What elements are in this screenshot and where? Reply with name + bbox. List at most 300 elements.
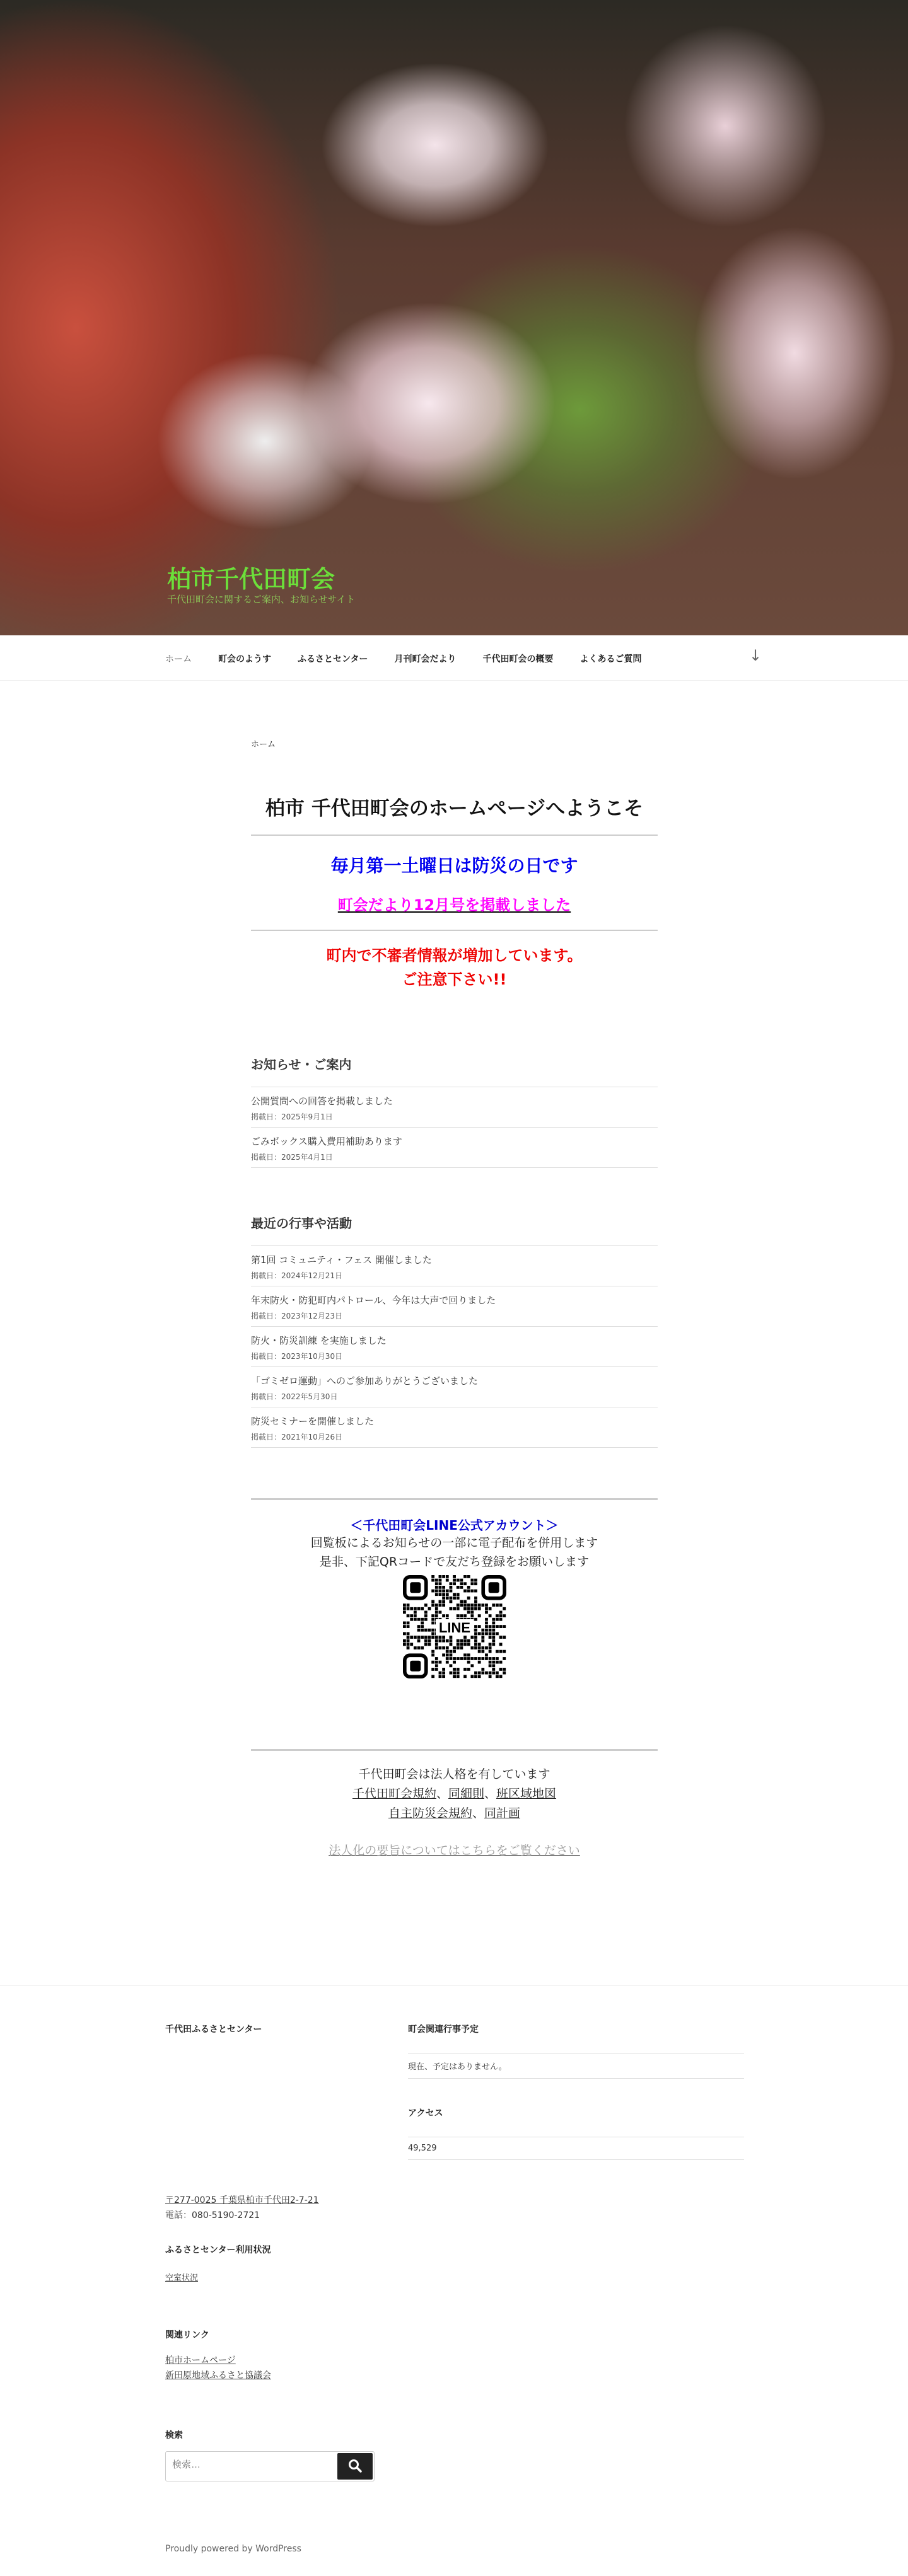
corp-text: 千代田町会は法人格を有しています [358,1767,550,1781]
qr-module [481,1646,484,1649]
list-item[interactable] [251,1246,658,1286]
qr-module [424,1643,427,1646]
qr-module [442,1593,445,1596]
qr-module [434,1603,438,1607]
qr-module [438,1675,441,1678]
qr-module [467,1607,470,1610]
qr-module [453,1593,456,1596]
qr-module [477,1646,480,1649]
item-date: 掲載日：2022年5月30日 [251,1392,338,1401]
qr-module [460,1579,463,1582]
qr-module [406,1643,409,1646]
qr-module [431,1632,434,1635]
qr-module [488,1636,491,1639]
qr-module [449,1600,452,1603]
qr-module [485,1646,488,1649]
qr-module [492,1618,495,1621]
disaster-plan-link[interactable]: 同計画 [484,1806,521,1820]
qr-module [428,1639,431,1643]
qr-module [485,1625,488,1628]
activities-heading: 最近の行事や活動 [251,1216,352,1231]
qr-module [474,1618,477,1621]
activities-list [251,1245,658,1448]
qr-module [477,1661,480,1664]
item-date: 掲載日：2025年4月1日 [251,1153,333,1162]
qr-module [417,1618,420,1621]
item-title[interactable]: ごみボックス購入費用補助あります [251,1136,402,1147]
line-account-section [251,1498,658,1678]
qr-module [403,1622,406,1625]
nav-item-overview[interactable]: 千代田町会の概要 [482,654,554,664]
qr-module [474,1579,477,1582]
qr-module [449,1672,452,1675]
qr-module [438,1593,441,1596]
incorporation-summary-link[interactable]: 法人化の要旨についてはこちらをご覧ください [329,1844,580,1857]
qr-module [474,1603,477,1607]
qr-module [445,1661,448,1664]
qr-module [456,1646,459,1649]
qr-module [474,1582,477,1585]
item-title[interactable]: 防災セミナーを開催しました [251,1416,375,1427]
qr-module [424,1603,427,1607]
qr-module [438,1579,441,1582]
qr-module [503,1672,506,1675]
council-link[interactable]: 新田原地域ふるさと協議会 [165,2371,271,2381]
qr-module [442,1603,445,1607]
qr-module [485,1603,488,1607]
qr-finder-center [410,1582,421,1593]
qr-module [474,1629,477,1632]
qr-module [449,1590,452,1593]
qr-module [499,1636,502,1639]
qr-module [417,1625,420,1628]
qr-module [492,1668,495,1671]
qr-module [442,1590,445,1593]
warning-notice [251,944,658,991]
qr-module [460,1600,463,1603]
qr-module [438,1639,441,1643]
qr-module [417,1636,420,1639]
links-widget-title: 関連リンク [165,2330,209,2340]
item-title[interactable]: 「ゴミゼロ運動」へのご参加ありがとうございました [251,1375,479,1387]
qr-module [460,1657,463,1660]
bylaws-link[interactable]: 千代田町会規約 [352,1787,436,1801]
search-button[interactable] [337,2453,373,2480]
list-item[interactable] [251,1407,658,1448]
qr-module [503,1657,506,1660]
qr-module [431,1579,434,1582]
qr-module [474,1625,477,1628]
qr-module [449,1639,452,1643]
qr-module [428,1636,431,1639]
qr-module [488,1625,491,1628]
qr-module [463,1603,467,1607]
qr-module [417,1646,420,1649]
qr-module [470,1603,474,1607]
qr-module [449,1653,452,1656]
qr-line-label: LINE [438,1620,470,1636]
qr-module [431,1614,434,1617]
qr-module [403,1625,406,1628]
qr-module [445,1593,448,1596]
qr-module [449,1657,452,1660]
qr-module [485,1622,488,1625]
qr-module [460,1643,463,1646]
qr-module [467,1597,470,1600]
qr-module [442,1600,445,1603]
qr-module [499,1618,502,1621]
qr-module [474,1675,477,1678]
qr-module [431,1618,434,1621]
qr-module [434,1593,438,1596]
item-title[interactable]: 公開質問への回答を掲載しました [251,1095,393,1107]
qr-module [445,1639,448,1643]
qr-module [424,1629,427,1632]
qr-module [496,1672,499,1675]
qr-module [496,1625,499,1628]
qr-module [424,1611,427,1614]
list-item[interactable] [251,1327,658,1367]
qr-module [492,1639,495,1643]
qr-module [496,1618,499,1621]
qr-module [488,1632,491,1635]
list-item[interactable] [251,1128,658,1168]
qr-module [445,1590,448,1593]
qr-module [456,1597,459,1600]
qr-module [417,1639,420,1643]
qr-module [477,1603,480,1607]
qr-module [442,1646,445,1649]
qr-module [421,1629,424,1632]
qr-module [460,1586,463,1589]
qr-module [477,1614,480,1617]
qr-module [421,1618,424,1621]
events-text: 現在、予定はありません。 [408,2053,744,2079]
qr-module [485,1607,488,1610]
qr-module [467,1653,470,1656]
qr-module [453,1582,456,1585]
qr-module [456,1643,459,1646]
item-date: 掲載日：2023年10月30日 [251,1352,343,1361]
qr-module [481,1632,484,1635]
site-description: 千代田町会に関するご案内、お知らせサイト [167,594,356,605]
qr-module [453,1675,456,1678]
qr-module [438,1611,441,1614]
separator: 、 [472,1806,484,1820]
qr-module [431,1661,434,1664]
qr-module [481,1650,484,1653]
qr-module [474,1632,477,1635]
search-form [165,2451,375,2481]
warning-line-2: ご注意下さい!! [402,971,507,988]
main-navigation [0,635,908,681]
list-item[interactable] [251,1087,658,1128]
qr-module [442,1653,445,1656]
search-icon [348,2459,362,2473]
qr-module [463,1668,467,1671]
qr-module [474,1607,477,1610]
qr-module [492,1622,495,1625]
qr-module [499,1625,502,1628]
arrow-down-icon[interactable]: ↓ [749,647,762,664]
qr-module [470,1579,474,1582]
qr-module [503,1668,506,1671]
qr-module [456,1675,459,1678]
qr-module [481,1657,484,1660]
qr-module [434,1614,438,1617]
nav-item-newsletter[interactable]: 月刊町会だより [394,654,457,664]
qr-module [492,1664,495,1667]
qr-module [474,1657,477,1660]
qr-module [499,1614,502,1617]
qr-module [477,1607,480,1610]
main-content [251,737,658,1861]
qr-module [449,1650,452,1653]
qr-module [445,1657,448,1660]
qr-module [496,1661,499,1664]
powered-by-link[interactable]: Proudly powered by WordPress [165,2544,301,2554]
qr-module [413,1646,416,1649]
disaster-bylaws-link[interactable]: 自主防災会規約 [388,1806,472,1820]
news-heading: お知らせ・ご案内 [251,1057,352,1072]
qr-module [503,1625,506,1628]
qr-module [460,1603,463,1607]
qr-module [445,1653,448,1656]
qr-module [438,1603,441,1607]
qr-module [496,1603,499,1607]
qr-module [421,1646,424,1649]
qr-module [445,1597,448,1600]
qr-finder-center [488,1582,499,1593]
nav-item-faq[interactable]: よくあるご質問 [579,654,642,664]
newsletter-link[interactable]: 町会だより12月号を掲載しました [337,896,571,914]
warning-line-1: 町内で不審者情報が増加しています。 [326,947,583,964]
qr-module [467,1575,470,1578]
qr-module [449,1597,452,1600]
qr-module [474,1639,477,1643]
qr-module [445,1650,448,1653]
qr-module [470,1607,474,1610]
qr-module [492,1661,495,1664]
qr-module [463,1607,467,1610]
qr-module [470,1614,474,1617]
qr-module [428,1629,431,1632]
qr-module [424,1614,427,1617]
item-date: 掲載日：2023年12月23日 [251,1312,343,1320]
qr-module [463,1643,467,1646]
qr-module [434,1582,438,1585]
qr-module [438,1672,441,1675]
qr-module [453,1575,456,1578]
qr-module [434,1668,438,1671]
qr-module [460,1614,463,1617]
qr-module [496,1650,499,1653]
qr-module [438,1600,441,1603]
qr-module [442,1575,445,1578]
qr-module [428,1643,431,1646]
qr-module [474,1672,477,1675]
qr-module [445,1579,448,1582]
qr-module [485,1618,488,1621]
qr-module [406,1622,409,1625]
qr-module [488,1629,491,1632]
qr-module [481,1672,484,1675]
qr-module [434,1636,438,1639]
qr-module [406,1636,409,1639]
qr-module [421,1636,424,1639]
qr-module [434,1661,438,1664]
qr-module [503,1636,506,1639]
qr-module [485,1629,488,1632]
qr-module [442,1586,445,1589]
qr-module [463,1657,467,1660]
qr-module [406,1614,409,1617]
qr-module [467,1668,470,1671]
qr-module [438,1582,441,1585]
line-text-2: 是非、下記QRコードで友だち登録をお願いします [319,1555,590,1569]
search-input[interactable] [172,2459,323,2470]
qr-module [477,1657,480,1660]
qr-module [453,1607,456,1610]
header-image [0,0,908,635]
disaster-day-notice: 毎月第一土曜日は防災の日です [330,855,578,876]
qr-module [453,1657,456,1660]
qr-module [460,1646,463,1649]
qr-module [442,1614,445,1617]
nav-item-center[interactable]: ふるさとセンター [298,654,368,664]
qr-module [406,1625,409,1628]
list-item[interactable] [251,1286,658,1327]
qr-module [463,1614,467,1617]
qr-module [403,1639,406,1643]
qr-module [467,1603,470,1607]
qr-module [453,1646,456,1649]
qr-module [488,1646,491,1649]
qr-module [488,1650,491,1653]
qr-module [488,1672,491,1675]
qr-module [421,1622,424,1625]
qr-module [481,1603,484,1607]
qr-module [488,1661,491,1664]
qr-module [463,1675,467,1678]
qr-module [421,1607,424,1610]
qr-module [474,1646,477,1649]
qr-module [403,1603,406,1607]
qr-module [406,1607,409,1610]
qr-module [431,1653,434,1656]
qr-module [434,1590,438,1593]
qr-module [470,1582,474,1585]
qr-module [470,1657,474,1660]
qr-module [492,1603,495,1607]
list-item[interactable] [251,1367,658,1407]
qr-module [467,1586,470,1589]
qr-module [456,1668,459,1671]
qr-module [449,1636,452,1639]
qr-module [413,1607,416,1610]
qr-module [485,1632,488,1635]
kashiwa-city-link[interactable]: 柏市ホームページ [165,2355,236,2365]
item-title[interactable]: 防火・防災訓練 を実施しました [251,1335,387,1346]
phone-text: 電話：080-5190-2721 [165,2210,260,2221]
qr-module [417,1629,420,1632]
qr-module [453,1597,456,1600]
qr-module [477,1625,480,1628]
qr-module [410,1643,413,1646]
qr-module [503,1650,506,1653]
qr-module [431,1675,434,1678]
qr-module [481,1639,484,1643]
qr-module [467,1643,470,1646]
qr-module [438,1590,441,1593]
separator: 、 [436,1787,448,1801]
qr-module [431,1650,434,1653]
qr-module [485,1611,488,1614]
qr-module [488,1664,491,1667]
site-title[interactable]: 柏市千代田町会 [167,565,335,593]
qr-module [453,1672,456,1675]
qr-module [431,1668,434,1671]
qr-module [496,1675,499,1678]
qr-module [460,1639,463,1643]
breadcrumb[interactable]: ホーム [251,740,276,749]
qr-module [449,1582,452,1585]
line-text-1: 回覧板によるお知らせの一部に電子配布を併用します [310,1536,598,1550]
item-title[interactable]: 第1回 コミュニティ・フェス 開催しました [251,1254,432,1266]
nav-item-town[interactable]: 町会のようす [218,654,271,664]
qr-module [474,1597,477,1600]
qr-module [488,1614,491,1617]
qr-module [438,1586,441,1589]
qr-module [403,1643,406,1646]
qr-module [477,1650,480,1653]
qr-module [438,1661,441,1664]
search-widget-title: 検索 [165,2430,183,2440]
site-footer [0,1985,908,2576]
qr-module [496,1632,499,1635]
divider [251,930,658,931]
item-title[interactable]: 年末防火・防犯町内パトロール、今年は大声で回りました [251,1295,496,1306]
qr-module [456,1639,459,1643]
qr-module [410,1614,413,1617]
qr-module [434,1607,438,1610]
qr-module [438,1636,441,1639]
qr-module [445,1646,448,1649]
qr-module [499,1611,502,1614]
vacancy-link[interactable]: 空室状況 [165,2273,199,2283]
qr-module [413,1636,416,1639]
qr-module [499,1661,502,1664]
page-title: 柏市 千代田町会のホームページへようこそ [251,792,658,836]
item-date: 掲載日：2025年9月1日 [251,1112,333,1121]
area-map-link[interactable]: 班区域地図 [496,1787,557,1801]
qr-module [463,1575,467,1578]
line-title: ＜千代田町会LINE公式アカウント＞ [350,1518,559,1533]
qr-module [463,1636,467,1639]
rules-link[interactable]: 同細則 [448,1787,484,1801]
qr-module [453,1668,456,1671]
access-widget-title: アクセス [408,2108,443,2118]
qr-finder-center [410,1661,421,1672]
qr-module [403,1607,406,1610]
qr-module [431,1636,434,1639]
qr-module [442,1675,445,1678]
qr-module [467,1661,470,1664]
nav-item-home[interactable]: ホーム [165,654,192,664]
address-link[interactable]: 〒277-0025 千葉県柏市千代田2-7-21 [165,2195,319,2205]
qr-module [481,1668,484,1671]
line-qr-code[interactable] [403,1575,506,1678]
